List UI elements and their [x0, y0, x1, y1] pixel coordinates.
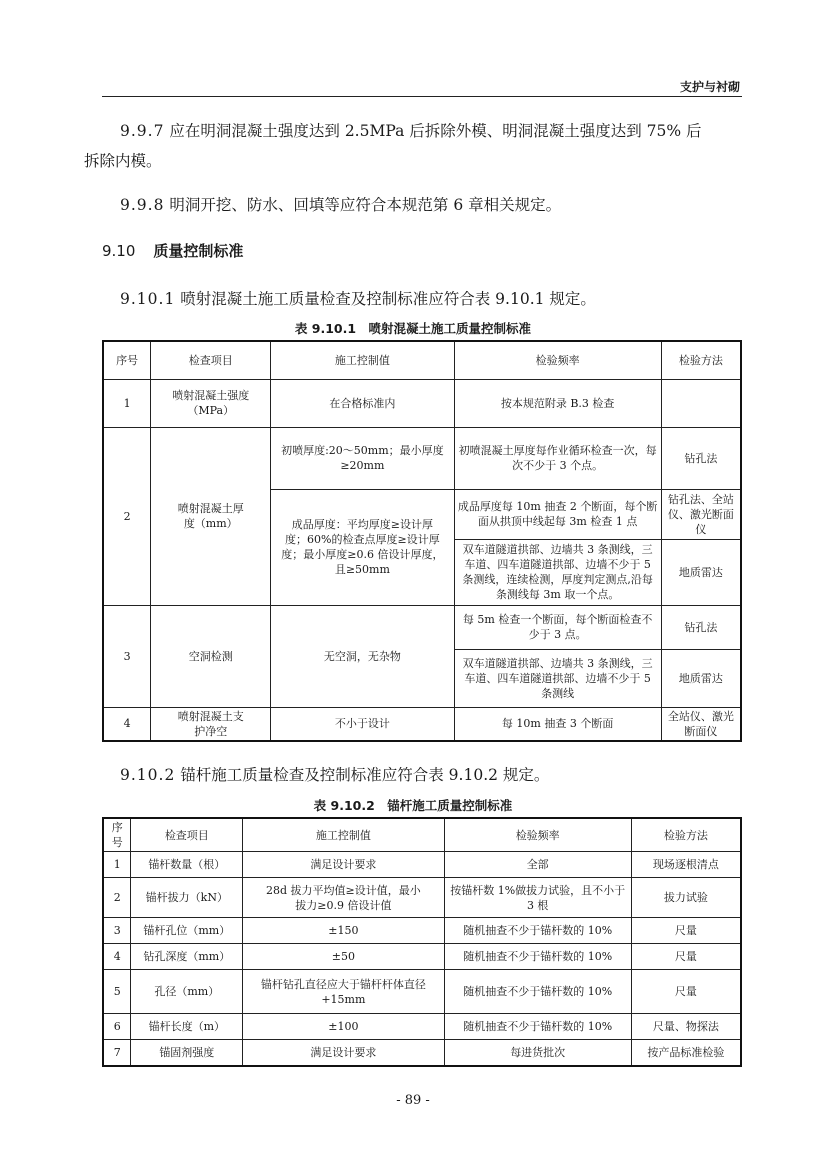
clause-text: 明洞开挖、防水、回填等应符合本规范第 6 章相关规定。 — [169, 196, 562, 214]
cell-frequency: 按本规范附录 B.3 检查 — [454, 379, 661, 427]
cell-method: 现场逐根清点 — [631, 852, 741, 878]
cell-frequency: 随机抽查不少于锚杆数的 10% — [444, 944, 631, 970]
cell-no: 1 — [103, 852, 131, 878]
cell-value: 在合格标准内 — [271, 379, 454, 427]
clause-text: 应在明洞混凝土强度达到 2.5MPa 后拆除外模、明洞混凝土强度达到 75% 后 — [169, 122, 702, 140]
table-caption: 表 9.10.1 喷射混凝土施工质量控制标准 — [294, 321, 532, 336]
cell-method: 尺量 — [631, 918, 741, 944]
cell-method: 按产品标准检验 — [631, 1040, 741, 1066]
cell-frequency: 随机抽查不少于锚杆数的 10% — [444, 970, 631, 1014]
column-header: 检验频率 — [444, 818, 631, 852]
column-header: 施工控制值 — [271, 341, 454, 379]
cell-no: 4 — [103, 707, 151, 741]
cell-value: 锚杆钻孔直径应大于锚杆杆体直径+15mm — [243, 970, 444, 1014]
cell-item: 钻孔深度（mm） — [131, 944, 243, 970]
column-header: 检验方法 — [631, 818, 741, 852]
cell-item: 锚杆长度（m） — [131, 1014, 243, 1040]
cell-value: 不小于设计 — [271, 707, 454, 741]
cell-no: 5 — [103, 970, 131, 1014]
cell-frequency: 随机抽查不少于锚杆数的 10% — [444, 918, 631, 944]
cell-frequency: 全部 — [444, 852, 631, 878]
anchor-bolt-quality-table — [102, 817, 742, 1067]
cell-value: 28d 拔力平均值≥设计值，最小拔力≥0.9 倍设计值 — [243, 878, 444, 918]
cell-no: 1 — [103, 379, 151, 427]
table-row — [103, 1014, 741, 1040]
cell-value: ±100 — [243, 1014, 444, 1040]
cell-method: 钻孔法、全站仪、激光断面仪 — [661, 489, 741, 539]
clause-number: 9.9.8 — [120, 196, 165, 214]
cell-value: 初喷厚度:20～50mm；最小厚度≥20mm — [271, 427, 454, 489]
section-title: 质量控制标准 — [153, 242, 244, 260]
cell-method — [661, 379, 741, 427]
cell-no: 3 — [103, 605, 151, 707]
table-caption: 表 9.10.2 锚杆施工质量控制标准 — [313, 798, 513, 813]
table-row — [103, 379, 741, 427]
cell-method: 尺量、物探法 — [631, 1014, 741, 1040]
cell-frequency: 成品厚度每 10m 抽查 2 个断面，每个断面从拱顶中线起每 3m 检查 1 点 — [454, 489, 661, 539]
table-row — [103, 918, 741, 944]
table-row — [103, 970, 741, 1014]
cell-item: 喷射混凝土强度（MPa） — [151, 379, 271, 427]
section-number: 9.10 — [102, 242, 136, 260]
cell-frequency: 随机抽查不少于锚杆数的 10% — [444, 1014, 631, 1040]
cell-value: 满足设计要求 — [243, 852, 444, 878]
cell-frequency: 每 5m 检查一个断面，每个断面检查不少于 3 点。 — [454, 605, 661, 649]
cell-frequency: 每进货批次 — [444, 1040, 631, 1066]
cell-no: 6 — [103, 1014, 131, 1040]
cell-frequency: 双车道隧道拱部、边墙共 3 条测线，三车道、四车道隧道拱部、边墙不少于 5 条测线 — [454, 649, 661, 707]
column-header: 检查项目 — [131, 818, 243, 852]
paragraph-9-10-1 — [102, 284, 742, 314]
table-row — [103, 944, 741, 970]
table-row — [103, 605, 741, 649]
header-rule — [102, 96, 742, 97]
cell-method: 拔力试验 — [631, 878, 741, 918]
cell-method: 钻孔法 — [661, 427, 741, 489]
column-header: 序号 — [103, 818, 131, 852]
cell-item: 锚杆孔位（mm） — [131, 918, 243, 944]
cell-frequency: 每 10m 抽查 3 个断面 — [454, 707, 661, 741]
cell-item: 孔径（mm） — [131, 970, 243, 1014]
table-row — [103, 878, 741, 918]
cell-method: 地质雷达 — [661, 539, 741, 605]
cell-method: 钻孔法 — [661, 605, 741, 649]
cell-frequency: 初喷混凝土厚度每作业循环检查一次，每次不少于 3 个点。 — [454, 427, 661, 489]
clause-number: 9.9.7 — [120, 122, 165, 140]
table-header-row — [103, 818, 741, 852]
cell-item: 锚固剂强度 — [131, 1040, 243, 1066]
cell-frequency: 按锚杆数 1%做拔力试验，且不小于 3 根 — [444, 878, 631, 918]
cell-value: ±150 — [243, 918, 444, 944]
cell-no: 7 — [103, 1040, 131, 1066]
cell-item: 锚杆数量（根） — [131, 852, 243, 878]
cell-item: 喷射混凝土厚度（mm） — [151, 427, 271, 605]
column-header: 施工控制值 — [243, 818, 444, 852]
clause-text: 锚杆施工质量检查及控制标准应符合表 9.10.2 规定。 — [180, 766, 550, 784]
running-header: 支护与衬砌 — [679, 80, 740, 94]
cell-no: 2 — [103, 427, 151, 605]
cell-value: 无空洞，无杂物 — [271, 605, 454, 707]
cell-value: 成品厚度：平均厚度≥设计厚度；60%的检查点厚度≥设计厚度；最小厚度≥0.6 倍设计厚度，且≥50mm — [271, 489, 454, 605]
clause-number: 9.10.1 — [120, 290, 176, 308]
column-header: 序号 — [103, 341, 151, 379]
shotcrete-quality-table — [102, 340, 742, 742]
cell-method: 尺量 — [631, 944, 741, 970]
cell-method: 全站仪、激光断面仪 — [661, 707, 741, 741]
cell-no: 4 — [103, 944, 131, 970]
cell-frequency: 双车道隧道拱部、边墙共 3 条测线，三车道、四车道隧道拱部、边墙不少于 5 条测线，连续检测，厚度判定测点,沿每条测线每 3m 取一个点。 — [454, 539, 661, 605]
clause-text: 喷射混凝土施工质量检查及控制标准应符合表 9.10.1 规定。 — [180, 290, 596, 308]
table-row — [103, 852, 741, 878]
cell-method: 地质雷达 — [661, 649, 741, 707]
clause-number: 9.10.2 — [120, 766, 176, 784]
cell-item: 空洞检测 — [151, 605, 271, 707]
column-header: 检查项目 — [151, 341, 271, 379]
section-heading — [102, 240, 243, 261]
paragraph-9-10-2 — [102, 760, 742, 790]
cell-no: 3 — [103, 918, 131, 944]
cell-item: 喷射混凝土支护净空 — [151, 707, 271, 741]
cell-no: 2 — [103, 878, 131, 918]
page-number: - 89 - — [396, 1093, 430, 1108]
cell-value: 满足设计要求 — [243, 1040, 444, 1066]
paragraph-9-9-7 — [84, 116, 742, 176]
column-header: 检验方法 — [661, 341, 741, 379]
table-header-row — [103, 341, 741, 379]
cell-item: 锚杆拔力（kN） — [131, 878, 243, 918]
paragraph-9-9-8 — [102, 190, 742, 220]
cell-value: ±50 — [243, 944, 444, 970]
clause-text-continued: 拆除内模。 — [84, 152, 162, 170]
cell-method: 尺量 — [631, 970, 741, 1014]
table-row — [103, 707, 741, 741]
column-header: 检验频率 — [454, 341, 661, 379]
table-row — [103, 427, 741, 489]
table-row — [103, 1040, 741, 1066]
